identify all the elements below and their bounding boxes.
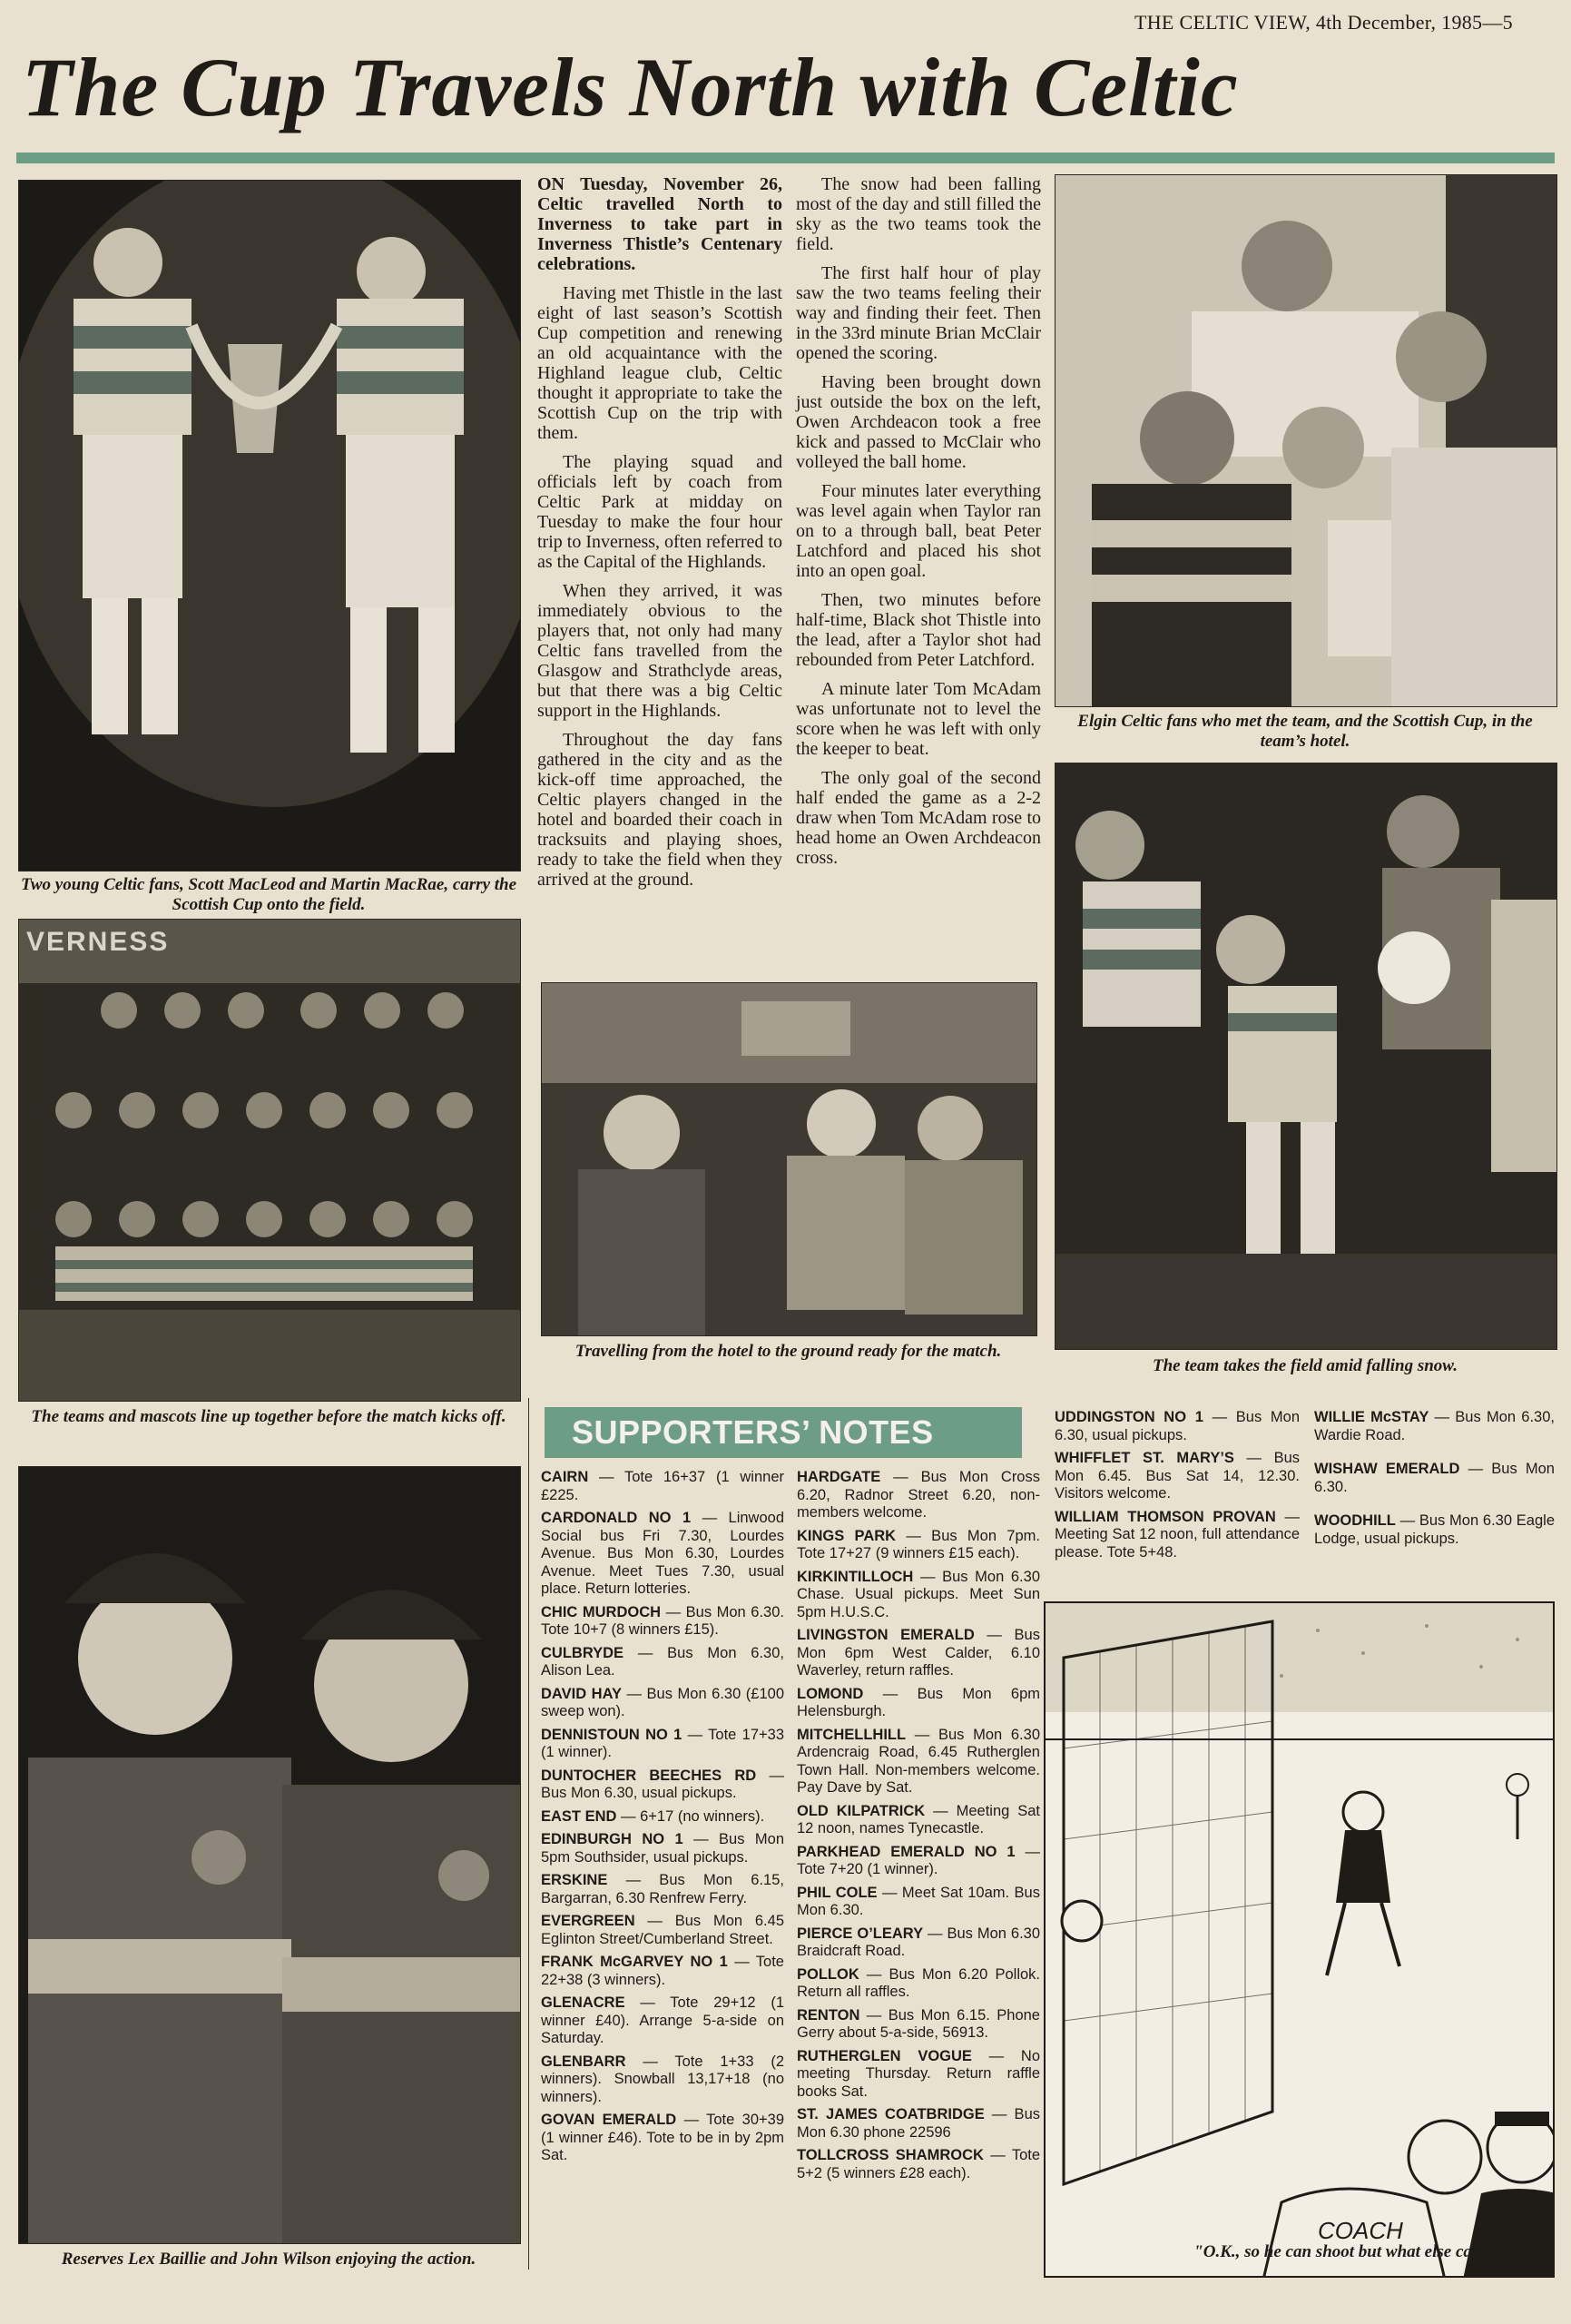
note-item: WISHAW EMERALD — Bus Mon 6.30. <box>1314 1461 1555 1495</box>
note-item: WHIFFLET ST. MARY’S — Bus Mon 6.45. Bus Sat 14, 12.30. Visitors welcome. <box>1055 1450 1300 1502</box>
article-para: Throughout the day fans gathered in the city and as the kick-off time approached, the Celtic players changed in the hotel and boarded their coach in tracksuits and playing shoes, ready to take the field when they arrived at the ground. <box>537 730 782 890</box>
notes-column-2 <box>797 1469 1040 2188</box>
note-item: CARDONALD NO 1 — Linwood Social bus Fri 7.30, Lourdes Avenue. Bus Mon 6.30, Lourdes Avenue. Meet Tues 7.30, usual place. Return lotteries. <box>541 1510 784 1597</box>
note-item: DENNISTOUN NO 1 — Tote 17+33 (1 winner). <box>541 1726 785 1760</box>
cartoon-shirt-text: COACH <box>1318 2217 1403 2244</box>
note-item: EAST END — 6+17 (no winners). <box>541 1807 765 1825</box>
article-para: The snow had been falling most of the day and still filled the sky as the two teams took the field. <box>796 174 1041 254</box>
note-item: RUTHERGLEN VOGUE — No meeting Thursday. Return raffle books Sat. <box>797 2047 1040 2100</box>
note-item: MITCHELLHILL — Bus Mon 6.30 Ardencraig Road, 6.45 Rutherglen Town Hall. Non-members welcome. Pay Dave by Sat. <box>797 1726 1040 1796</box>
note-item: HARDGATE — Bus Mon Cross 6.20, Radnor Street 6.20, non-members welcome. <box>797 1469 1040 1521</box>
note-item: KIRKINTILLOCH — Bus Mon 6.30 Chase. Usual pickups. Meet Sun 5pm H.U.S.C. <box>797 1568 1040 1620</box>
note-item: WILLIE McSTAY — Bus Mon 6.30, Wardie Road. <box>1314 1409 1555 1443</box>
note-item: KINGS PARK — Bus Mon 7pm. Tote 17+27 (9 winners £15 each). <box>797 1527 1040 1561</box>
note-item: RENTON — Bus Mon 6.15. Phone Gerry about 5-a-side, 56913. <box>797 2006 1040 2041</box>
photo-elgin-fans <box>1055 174 1557 707</box>
notes-column-1 <box>541 1469 784 2171</box>
masthead: THE CELTIC VIEW, 4th December, 1985—5 <box>1134 11 1513 34</box>
note-item: PIERCE O’LEARY — Bus Mon 6.30 Braidcraft Road. <box>797 1925 1041 1959</box>
caption-reserves: Reserves Lex Baillie and John Wilson enjoying the action. <box>61 2250 476 2269</box>
note-item: TOLLCROSS SHAMROCK — Tote 5+2 (5 winners £28 each). <box>797 2147 1041 2181</box>
article-para: Having been brought down just outside the box on the left, Owen Archdeacon took a free kick and passed to McClair who volleyed the ball home. <box>796 372 1041 472</box>
article-para: ON Tuesday, November 26, Celtic travelled North to Inverness to take part in Inverness Thistle’s Centenary celebrations. <box>537 174 782 274</box>
caption-snow: The team takes the field amid falling snow. <box>1152 1356 1458 1375</box>
note-item: EVERGREEN — Bus Mon 6.45 Eglinton Street/Cumberland Street. <box>541 1913 784 1947</box>
article-para: The playing squad and officials left by coach from Celtic Park at midday on Tuesday to make the four hour trip to Inverness, often referred to as the Capital of the Highlands. <box>537 452 782 572</box>
note-item: LIVINGSTON EMERALD — Bus Mon 6pm West Calder, 6.10 Waverley, return raffles. <box>797 1627 1040 1679</box>
article-para: The only goal of the second half ended the game as a 2-2 draw when Tom McAdam rose to head home an Owen Archdeacon cross. <box>796 768 1041 868</box>
article-para: Then, two minutes before half-time, Black shot Thistle into the lead, after a Taylor shot had rebounded from Peter Latchford. <box>796 590 1041 670</box>
caption-mascots: Two young Celtic fans, Scott MacLeod and Martin MacRae, carry the Scottish Cup onto the field. <box>20 875 517 914</box>
note-item: GLENACRE — Tote 29+12 (1 winner £40). Arrange 5-a-side on Saturday. <box>541 1994 784 2046</box>
note-item: FRANK McGARVEY NO 1 — Tote 22+38 (3 winners). <box>541 1954 784 1988</box>
note-item: GOVAN EMERALD — Tote 30+39 (1 winner £46). Tote to be in by 2pm Sat. <box>541 2112 784 2163</box>
note-item: CHIC MURDOCH — Bus Mon 6.30. Tote 10+7 (8 winners £15). <box>541 1603 784 1638</box>
supporters-notes-title: SUPPORTERS’ NOTES <box>545 1407 1022 1458</box>
article-para: When they arrived, it was immediately obvious to the players that, not only had many Celtic fans travelled from the Glasgow and Strathclyde areas, but that there was a big Celtic support in the Highlands. <box>537 581 782 721</box>
note-item: UDDINGSTON NO 1 — Bus Mon 6.30, usual pickups. <box>1055 1409 1300 1443</box>
notes-column-3 <box>1055 1409 1300 1567</box>
note-item: CULBRYDE — Bus Mon 6.30, Alison Lea. <box>541 1644 784 1679</box>
article-para: Having met Thistle in the last eight of last season’s Scottish Cup competition and renewing an old acquaintance with the Highland league club, Celtic thought it appropriate to take the Scottish Cup on the trip with them. <box>537 283 782 443</box>
column-rule <box>528 1398 529 2270</box>
article-column-1 <box>537 174 782 899</box>
note-item: CAIRN — Tote 16+37 (1 winner £225. <box>541 1469 784 1503</box>
note-item: POLLOK — Bus Mon 6.20 Pollok. Return all raffles. <box>797 1965 1040 2000</box>
photo-reserves <box>18 1466 521 2244</box>
photo-coach <box>541 982 1037 1336</box>
headline: The Cup Travels North with Celtic <box>22 41 1239 133</box>
note-item: EDINBURGH NO 1 — Bus Mon 5pm Southsider, usual pickups. <box>541 1831 784 1866</box>
note-item: OLD KILPATRICK — Meeting Sat 12 noon, names Tynecastle. <box>797 1802 1040 1837</box>
note-item: ST. JAMES COATBRIDGE — Bus Mon 6.30 phone 22596 <box>797 2106 1040 2141</box>
note-item: DUNTOCHER BEECHES RD — Bus Mon 6.30, usual pickups. <box>541 1767 784 1801</box>
photo-teams <box>18 919 521 1402</box>
photo-mascots <box>18 180 521 872</box>
article-para: The first half hour of play saw the two teams feeling their way and finding their feet. Then in the 33rd minute Brian McClair opened the scoring. <box>796 263 1041 363</box>
notes-column-4 <box>1314 1409 1555 1553</box>
headline-rule <box>16 153 1555 163</box>
article-para: A minute later Tom McAdam was unfortunate not to level the score when he was left with only the keeper to beat. <box>796 679 1041 759</box>
note-item: WOODHILL — Bus Mon 6.30 Eagle Lodge, usual pickups. <box>1314 1512 1555 1547</box>
caption-coach: Travelling from the hotel to the ground ready for the match. <box>574 1342 1002 1361</box>
cartoon <box>1044 1601 1555 2278</box>
photo-signage: VERNESS <box>26 927 170 957</box>
caption-teams: The teams and mascots line up together before the match kicks off. <box>31 1407 506 1426</box>
cartoon-caption: "O.K., so he can shoot but what else can he do?" <box>1193 2242 1543 2261</box>
note-item: DAVID HAY — Bus Mon 6.30 (£100 sweep won). <box>541 1685 785 1719</box>
caption-elgin-fans: Elgin Celtic fans who met the team, and the Scottish Cup, in the team’s hotel. <box>1077 712 1533 751</box>
article-para: Four minutes later everything was level again when Taylor ran on to a through ball, beat Peter Latchford and placed his shot into an open goal. <box>796 481 1041 581</box>
note-item: WILLIAM THOMSON PROVAN — Meeting Sat 12 noon, full attendance please. Tote 5+48. <box>1055 1508 1300 1561</box>
note-item: ERSKINE — Bus Mon 6.15, Bargarran, 6.30 Renfrew Ferry. <box>541 1872 784 1906</box>
note-item: GLENBARR — Tote 1+33 (2 winners). Snowball 13,17+18 (no winners). <box>541 2053 784 2105</box>
note-item: PARKHEAD EMERALD NO 1 — Tote 7+20 (1 winner). <box>797 1843 1040 1877</box>
photo-snow <box>1055 763 1557 1350</box>
note-item: PHIL COLE — Meet Sat 10am. Bus Mon 6.30. <box>797 1884 1040 1918</box>
article-column-2 <box>796 174 1041 877</box>
note-item: LOMOND — Bus Mon 6pm Helensburgh. <box>797 1685 1040 1719</box>
